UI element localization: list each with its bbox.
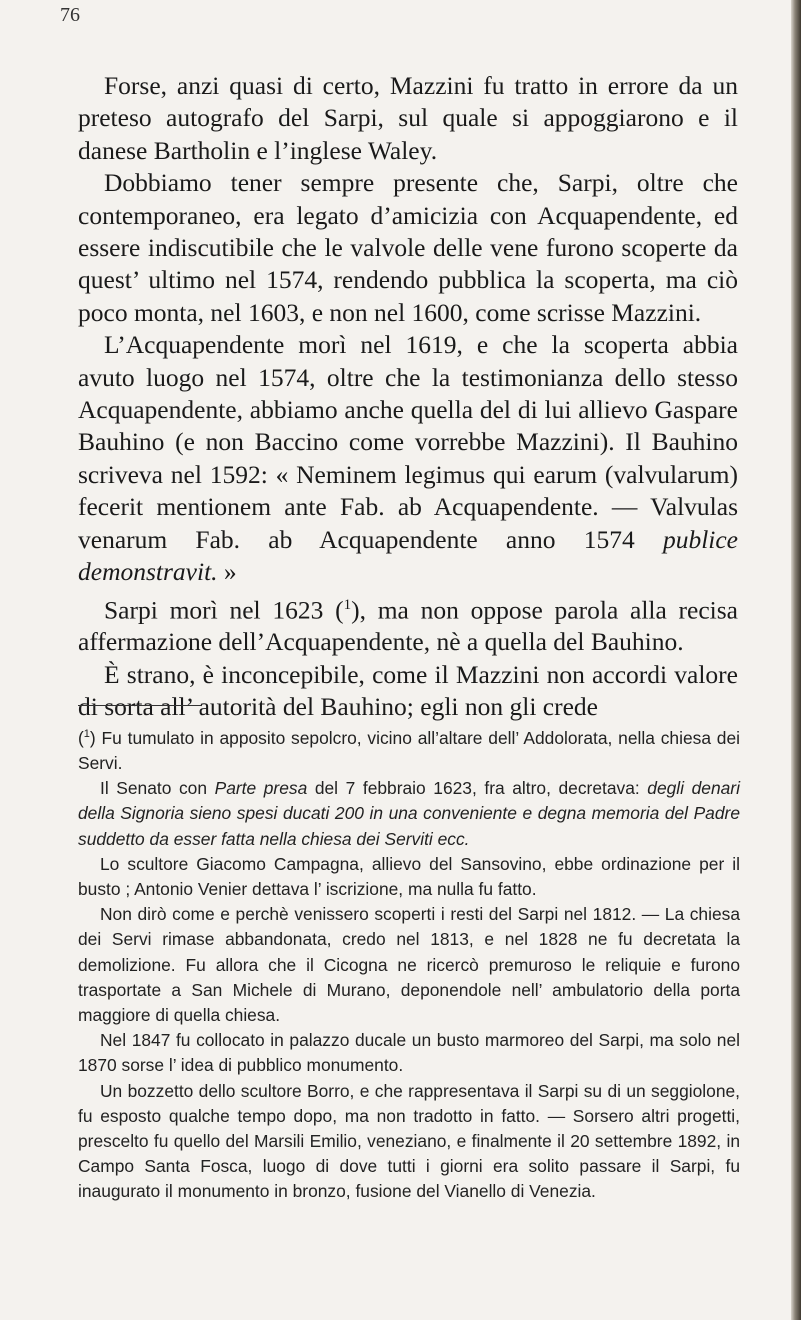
footnote-4: Non dirò come e perchè venissero scoperti i resti del Sarpi nel 1812. — La chiesa dei Servi rimase abbandonata, credo nel 1813, e nel 1828 ne fu decretata la demolizione. Fu allora che il Cicogna ne ricercò premuroso le reliquie e furono trasportate a San Michele di Murano, deponendole nell’ ambulatorio della porta maggiore di quella chiesa. [78,904,740,1026]
footnote-2-text-b: Parte presa [214,778,308,799]
page-number: 76 [60,4,80,26]
footnote-5: Nel 1847 fu collocato in palazzo ducale un busto marmoreo del Sarpi, ma solo nel 1870 sorse l’ idea di pubblico monumento. [78,1030,740,1076]
paragraph-3-close-quote: » [223,557,237,587]
footnote-3: Lo scultore Giacomo Campagna, allievo del Sansovino, ebbe ordinazione per il busto ; Antonio Venier dettava l’ iscrizione, ma nulla fu fatto. [78,853,740,900]
footnote-2-italic: degli denari della Signoria sieno spesi ducati 200 in una conveniente e degna memoria del Padre suddetto da esser fatta nella chiesa dei Serviti ecc. [78,778,740,849]
paragraph-3-text: L’Acquapendente morì nel 1619, e che la scoperta abbia avuto luogo nel 1574, oltre che la testimonianza dello stesso Acquapendente, abbiamo anche quella del di lui allievo Gaspare Bauhino (e non Baccino come vorrebbe Mazzini). Il Bauhino scriveva nel 1592: « Neminem legimus qui earum (valvularum) fecerit mentionem ante Fab. ab Acquapendente. — Valvulas venarum Fab. ab Acquapendente anno 1574 [78,330,738,554]
main-text [78,70,738,724]
paragraph-3-italic: publice demonstravit. [78,524,738,587]
paragraph-4-start: Sarpi morì nel 1623 ( [104,595,344,624]
paragraph-1: Forse, anzi quasi di certo, Mazzini fu tratto in errore da un preteso autografo del Sarpi, sul quale si appoggiarono e il danese Bartholin e l’inglese Waley. [78,71,738,165]
footnote-reference: 1 [343,596,352,613]
paragraph-5: È strano, è inconcepibile, come il Mazzini non accordi valore di sorta all’ autorità del Bauhino; egli non gli crede [78,659,738,722]
footnote-divider [78,705,202,706]
page-binding-edge [791,0,801,1320]
paragraph-4-end: ), ma non oppose parola alla recisa affermazione dell’Acquapendente, nè a quella del Bauhino. [78,595,739,657]
footnote-6: Un bozzetto dello scultore Borro, e che rappresentava il Sarpi su di un seggiolone, fu esposto qualche tempo dopo, ma non tradotto in fatto. — Sorsero altri progetti, prescelto fu quello del Marsili Emilio, veneziano, e finalmente il 20 settembre 1892, in Campo Santa Fosca, luogo di dove tutti i giorni era solito passare il Sarpi, fu inaugurato il monumento in bronzo, fusione del Vianello di Venezia. [78,1080,740,1202]
footnote-2-text-c: del 7 febbraio 1623, fra altro, decretava: [314,778,640,799]
footnote-1: ($^1$) Fu tumulato in apposito sepolcro, vicino all’altare dell’ Addolorata, nella chiesa dei Servi. [78,727,741,773]
paragraph-2: Dobbiamo tener sempre presente che, Sarpi, oltre che contemporaneo, era legato d’amicizia con Acquapendente, ed essere indiscutibile che le valvole delle vene furono scoperte da quest’ ultimo nel 1574, rendendo pubblica la scoperta, ma ciò poco monta, nel 1603, e non nel 1600, come scrisse Mazzini. [78,168,738,327]
footnote-2 [78,776,740,852]
footnote-marker: 1 [83,728,90,740]
footnote-2-text-a: Il Senato con [100,778,208,799]
footnote-1-text: Fu tumulato in apposito sepolcro, vicino all’altare dell’ Addolorata, nella chiesa dei Servi. [78,727,741,773]
paragraph-3 [78,329,738,588]
paragraph-4 [78,589,738,659]
footnotes [78,722,740,1205]
